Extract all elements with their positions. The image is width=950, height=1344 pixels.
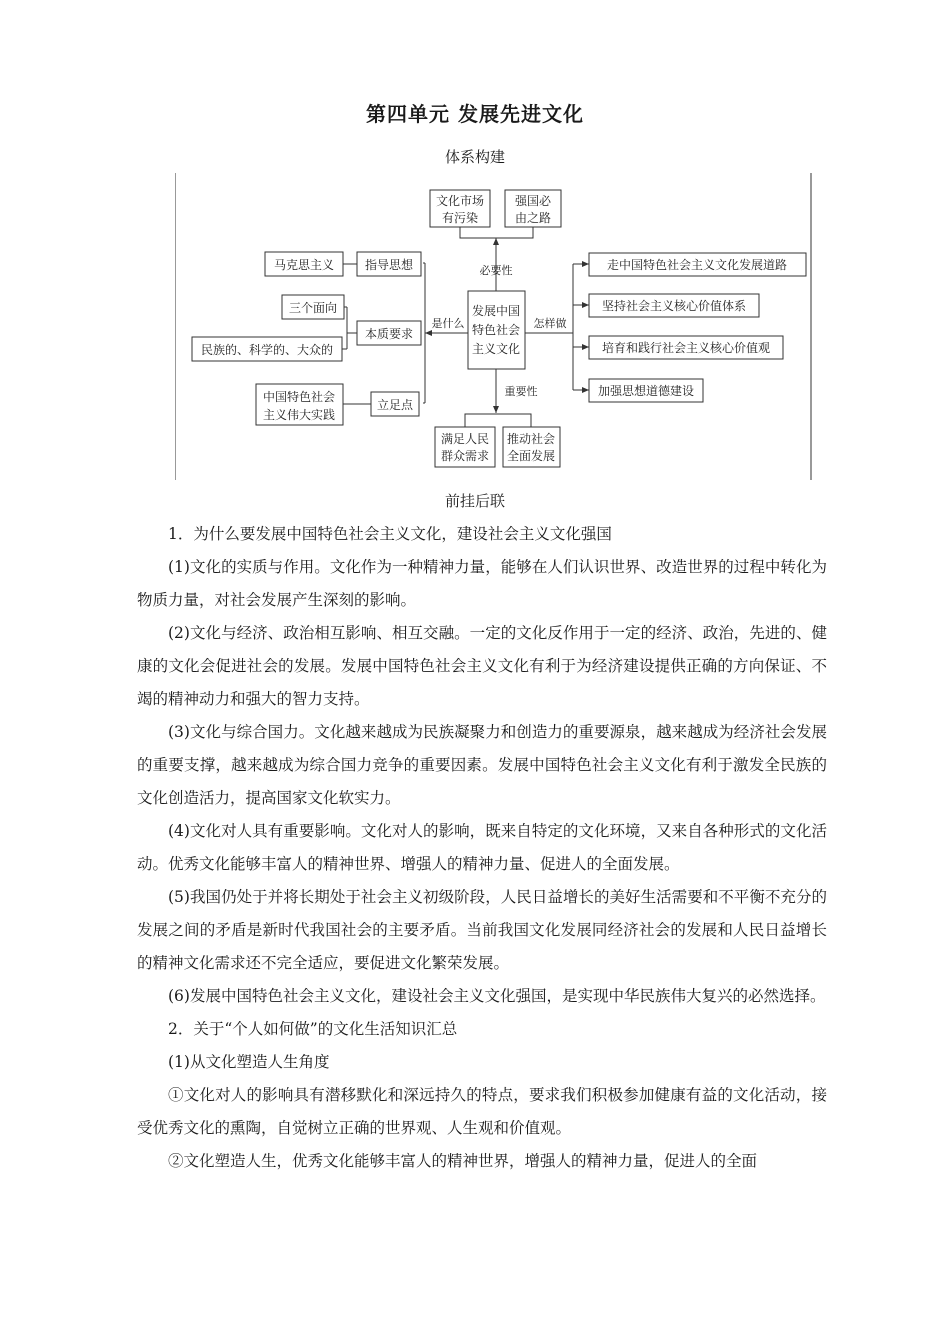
- body-text: [137, 518, 827, 1178]
- right-item-1-label: 走中国特色社会主义文化发展道路: [606, 258, 788, 272]
- foothold-box-label: 立足点: [376, 398, 414, 412]
- top-box-market-line-1: 文化市场: [435, 194, 485, 208]
- guide-leaf: [265, 252, 343, 276]
- paragraph: (4)文化对人具有重要影响。文化对人的影响，既来自特定的文化环境，又来自各种形式的文化活动。优秀文化能够丰富人的精神世界、增强人的精神力量、促进人的全面发展。: [137, 822, 827, 873]
- link-heading: 前挂后联: [444, 492, 505, 510]
- paragraph: ②文化塑造人生，优秀文化能够丰富人的精神世界，增强人的精神力量，促进人的全面: [168, 1152, 758, 1170]
- bottom-box-needs-line-2: 群众需求: [440, 449, 490, 463]
- paragraph: 1．为什么要发展中国特色社会主义文化，建设社会主义文化强国: [168, 525, 612, 543]
- essence-box-label: 本质要求: [364, 327, 414, 341]
- bottom-box-needs-line-1: 满足人民: [440, 432, 490, 446]
- essence-leaf-orientations: [282, 295, 344, 319]
- center-line-1: 发展中国: [471, 304, 521, 318]
- paragraph: (6)发展中国特色社会主义文化，建设社会主义文化强国，是实现中华民族伟大复兴的必然选择。: [168, 987, 826, 1005]
- right-item-3-label: 培育和践行社会主义核心价值观: [601, 341, 771, 355]
- bottom-bracket: [465, 414, 531, 427]
- bottom-box-needs: [435, 427, 495, 467]
- guide-leaf-label: 马克思主义: [273, 258, 335, 272]
- top-box-market-line-2: 有污染: [441, 211, 479, 225]
- top-box-road-line-2: 由之路: [514, 211, 552, 225]
- right-item-morality: [589, 379, 703, 402]
- bottom-box-development-line-1: 推动社会: [506, 432, 556, 446]
- right-item-road: [589, 253, 806, 276]
- paragraph: (3)文化与综合国力。文化越来越成为民族凝聚力和创造力的重要源泉，越来越成为经济社会发展的重要支撑，越来越成为综合国力竞争的重要因素。发展中国特色社会主义文化有利于激发全民族的文化创造活力，提高国家文化软实力。: [137, 723, 827, 807]
- center-box: [468, 291, 525, 369]
- top-box-road-line-1: 强国必: [514, 194, 552, 208]
- essence-box: [357, 321, 421, 345]
- how-label: 怎样做: [533, 317, 567, 330]
- foothold-box: [371, 392, 419, 416]
- right-item-4-label: 加强思想道德建设: [597, 384, 695, 398]
- center-line-3: 主义文化: [471, 342, 521, 356]
- page-title: 第四单元 发展先进文化: [366, 102, 584, 126]
- foothold-leaf: [256, 384, 343, 425]
- what-label: 是什么: [431, 317, 465, 330]
- paragraph: 2．关于“个人如何做”的文化生活知识汇总: [168, 1020, 458, 1038]
- system-heading: 体系构建: [444, 148, 505, 166]
- right-item-2-label: 坚持社会主义核心价值体系: [601, 299, 747, 313]
- paragraph: (2)文化与经济、政治相互影响、相互交融。一定的文化反作用于一定的经济、政治，先进的、健康的文化会促进社会的发展。发展中国特色社会主义文化有利于为经济建设提供正确的方向保证、不竭的精神动力和强大的智力支持。: [137, 624, 827, 708]
- essence-leaf-2-label: 民族的、科学的、大众的: [200, 343, 334, 357]
- knowledge-diagram: [175, 173, 812, 480]
- center-line-2: 特色社会: [471, 323, 521, 337]
- importance-label: 重要性: [504, 385, 538, 398]
- paragraph: (1)文化的实质与作用。文化作为一种精神力量，能够在人们认识世界、改造世界的过程中转化为物质力量，对社会发展产生深刻的影响。: [137, 558, 827, 609]
- bottom-box-development-line-2: 全面发展: [506, 449, 556, 463]
- foothold-leaf-line-2: 主义伟大实践: [262, 408, 336, 422]
- essence-leaf-nature: [192, 337, 342, 361]
- guide-box: [357, 252, 421, 276]
- top-box-market: [430, 190, 490, 227]
- essence-leaf-1-label: 三个面向: [288, 301, 338, 315]
- paragraph: (5)我国仍处于并将长期处于社会主义初级阶段，人民日益增长的美好生活需要和不平衡不充分的发展之间的矛盾是新时代我国社会的主要矛盾。当前我国文化发展同经济社会的发展和人民日益增长的精神文化需求还不完全适应，要促进文化繁荣发展。: [137, 888, 827, 972]
- top-box-road: [505, 190, 561, 227]
- necessity-label: 必要性: [479, 264, 513, 277]
- bottom-box-development: [503, 427, 560, 467]
- guide-box-label: 指导思想: [364, 258, 414, 272]
- paragraph: ①文化对人的影响具有潜移默化和深远持久的特点，要求我们积极参加健康有益的文化活动，接受优秀文化的熏陶，自觉树立正确的世界观、人生观和价值观。: [137, 1086, 827, 1137]
- foothold-leaf-line-1: 中国特色社会: [262, 390, 336, 404]
- paragraph: (1)从文化塑造人生角度: [168, 1053, 330, 1071]
- right-item-core-values: [589, 336, 783, 359]
- right-item-value-system: [589, 294, 759, 317]
